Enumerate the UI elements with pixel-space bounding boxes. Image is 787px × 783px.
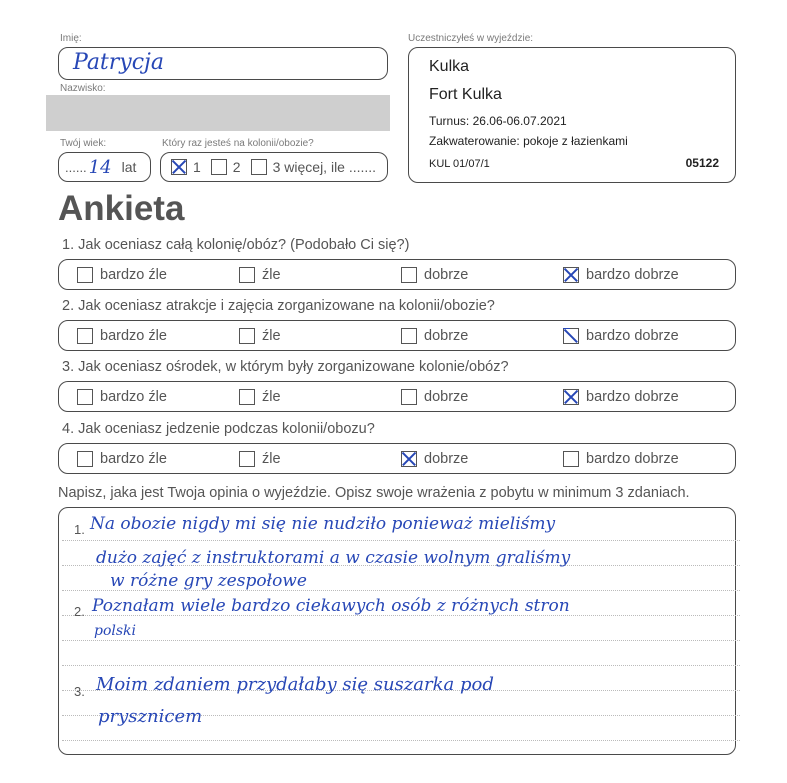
trip-code: KUL 01/07/1 bbox=[429, 158, 490, 170]
q1-checkbox-bardzo-dobrze[interactable] bbox=[563, 267, 579, 283]
q4-option-label: bardzo dobrze bbox=[586, 450, 679, 467]
q3-option-label: źle bbox=[262, 388, 281, 405]
q2-checkbox-dobrze[interactable] bbox=[401, 328, 417, 344]
times-label: Który raz jesteś na kolonii/obozie? bbox=[162, 138, 314, 149]
opinion-line-7: prysznicem bbox=[98, 706, 203, 727]
question-2-options bbox=[58, 320, 736, 351]
trip-number: 05122 bbox=[685, 156, 719, 170]
q4-checkbox-zle[interactable] bbox=[239, 451, 255, 467]
survey-title: Ankieta bbox=[58, 189, 185, 228]
q1-option-label: dobrze bbox=[424, 266, 469, 283]
age-unit: lat bbox=[121, 159, 137, 175]
opinion-line-3: w różne gry zespołowe bbox=[110, 571, 307, 591]
opinion-line-6: Moim zdaniem przydałaby się suszarka pod bbox=[96, 674, 494, 695]
times-option-3-label: 3 więcej, ile ....... bbox=[272, 159, 377, 175]
trip-box bbox=[408, 47, 736, 183]
q4-checkbox-dobrze[interactable] bbox=[401, 451, 417, 467]
opinion-line-5: polski bbox=[94, 623, 137, 639]
q3-option-label: bardzo źle bbox=[100, 388, 167, 405]
opinion-prompt: Napisz, jaka jest Twoja opinia o wyjeździe. Opisz swoje wrażenia z pobytu w minimum 3 zdaniach. bbox=[58, 485, 690, 501]
question-4-text: 4. Jak oceniasz jedzenie podczas kolonii/obozu? bbox=[62, 421, 375, 437]
q1-checkbox-bardzo-zle[interactable] bbox=[77, 267, 93, 283]
age-field[interactable] bbox=[58, 152, 151, 182]
question-1-options bbox=[58, 259, 736, 290]
q2-option-label: bardzo dobrze bbox=[586, 327, 679, 344]
q3-checkbox-zle[interactable] bbox=[239, 389, 255, 405]
q2-option-label: źle bbox=[262, 327, 281, 344]
surname-label: Nazwisko: bbox=[60, 83, 106, 94]
q3-option-label: bardzo dobrze bbox=[586, 388, 679, 405]
opinion-line-4: Poznałam wiele bardzo ciekawych osób z różnych stron bbox=[92, 596, 570, 616]
question-1-text: 1. Jak oceniasz całą kolonię/obóz? (Podobało Ci się?) bbox=[62, 237, 410, 253]
opinion-line-1: Na obozie nigdy mi się nie nudziło ponieważ mieliśmy bbox=[90, 514, 556, 534]
q3-checkbox-bardzo-zle[interactable] bbox=[77, 389, 93, 405]
opinion-line-2: dużo zajęć z instruktorami a w czasie wolnym graliśmy bbox=[96, 548, 571, 568]
q1-checkbox-zle[interactable] bbox=[239, 267, 255, 283]
times-checkbox-2[interactable] bbox=[211, 159, 227, 175]
turnus-value: 26.06-06.07.2021 bbox=[472, 114, 567, 128]
q1-option-label: źle bbox=[262, 266, 281, 283]
trip-label: Uczestniczyłeś w wyjeździe: bbox=[408, 33, 534, 44]
name-value: Patrycja bbox=[73, 50, 164, 75]
q2-checkbox-bardzo-dobrze[interactable] bbox=[563, 328, 579, 344]
trip-name: Kulka bbox=[429, 58, 470, 75]
times-checkbox-3[interactable] bbox=[251, 159, 267, 175]
question-3-text: 3. Jak oceniasz ośrodek, w którym były zorganizowane kolonie/obóz? bbox=[62, 359, 509, 375]
name-label: Imię: bbox=[60, 33, 82, 44]
q4-checkbox-bardzo-zle[interactable] bbox=[77, 451, 93, 467]
q1-option-label: bardzo źle bbox=[100, 266, 167, 283]
q4-option-label: bardzo źle bbox=[100, 450, 167, 467]
q2-option-label: dobrze bbox=[424, 327, 469, 344]
opinion-line-4-number: 2. bbox=[74, 604, 85, 619]
question-2-text: 2. Jak oceniasz atrakcje i zajęcia zorganizowane na kolonii/obozie? bbox=[62, 298, 495, 314]
question-3-options bbox=[58, 381, 736, 412]
age-value: 14 bbox=[88, 156, 112, 178]
times-option-1-label: 1 bbox=[193, 159, 201, 175]
q4-option-label: dobrze bbox=[424, 450, 469, 467]
q3-option-label: dobrze bbox=[424, 388, 469, 405]
q4-checkbox-bardzo-dobrze[interactable] bbox=[563, 451, 579, 467]
opinion-line-6-number: 3. bbox=[74, 684, 85, 699]
opinion-line-1-number: 1. bbox=[74, 522, 85, 537]
times-field bbox=[160, 152, 388, 182]
question-4-options bbox=[58, 443, 736, 474]
q1-checkbox-dobrze[interactable] bbox=[401, 267, 417, 283]
q3-checkbox-bardzo-dobrze[interactable] bbox=[563, 389, 579, 405]
age-dots: ...... bbox=[65, 159, 87, 175]
turnus-label: Turnus: bbox=[429, 114, 470, 128]
q2-option-label: bardzo źle bbox=[100, 327, 167, 344]
times-checkbox-1[interactable] bbox=[171, 159, 187, 175]
q2-checkbox-zle[interactable] bbox=[239, 328, 255, 344]
q1-option-label: bardzo dobrze bbox=[586, 266, 679, 283]
accommodation-label: Zakwaterowanie: bbox=[429, 134, 520, 148]
q3-checkbox-dobrze[interactable] bbox=[401, 389, 417, 405]
surname-redacted bbox=[46, 95, 390, 131]
age-label: Twój wiek: bbox=[60, 138, 107, 149]
trip-place: Fort Kulka bbox=[429, 86, 502, 103]
times-option-2-label: 2 bbox=[232, 159, 241, 175]
q2-checkbox-bardzo-zle[interactable] bbox=[77, 328, 93, 344]
name-field[interactable] bbox=[58, 47, 388, 80]
q4-option-label: źle bbox=[262, 450, 281, 467]
accommodation-value: pokoje z łazienkami bbox=[523, 134, 628, 148]
